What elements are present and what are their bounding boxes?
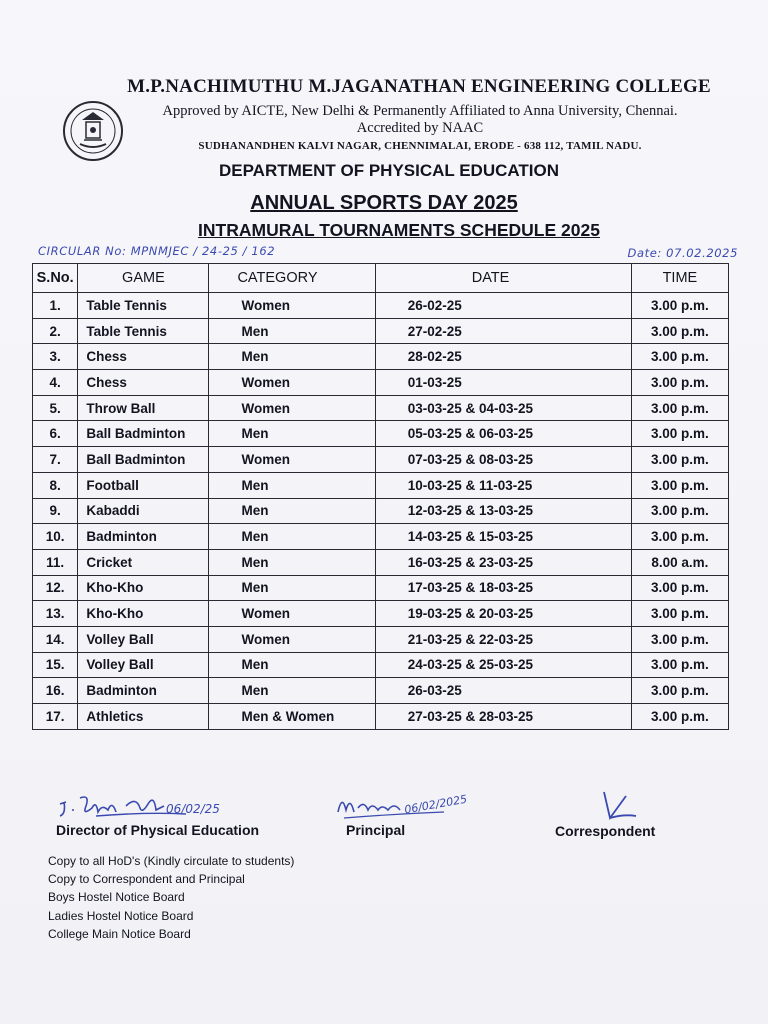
cell-time: 3.00 p.m.: [631, 344, 728, 370]
table-row: [33, 524, 729, 550]
cell-time: 3.00 p.m.: [631, 421, 728, 447]
cell-category: Women: [209, 370, 375, 396]
header-game: GAME: [78, 264, 209, 293]
copy-to-item: Copy to all HoD's (Kindly circulate to students): [48, 854, 295, 868]
cell-game: Volley Ball: [78, 626, 209, 652]
cell-category: Men: [209, 549, 375, 575]
cell-date: 16-03-25 & 23-03-25: [375, 549, 631, 575]
cell-sno: 4.: [33, 370, 78, 396]
cell-game: Ball Badminton: [78, 421, 209, 447]
principal-label: Principal: [346, 822, 406, 838]
cell-category: Women: [209, 626, 375, 652]
correspondent-label: Correspondent: [555, 823, 656, 839]
cell-sno: 14.: [33, 626, 78, 652]
cell-game: Athletics: [78, 704, 209, 730]
cell-game: Kho-Kho: [78, 575, 209, 601]
cell-date: 27-02-25: [375, 318, 631, 344]
cell-game: Volley Ball: [78, 652, 209, 678]
copy-to-item: Copy to Correspondent and Principal: [48, 872, 245, 887]
cell-game: Throw Ball: [78, 395, 209, 421]
header-time: TIME: [631, 264, 728, 293]
cell-sno: 16.: [33, 678, 78, 704]
cell-category: Men: [209, 652, 375, 678]
cell-time: 3.00 p.m.: [631, 626, 728, 652]
event-title: ANNUAL SPORTS DAY 2025: [250, 192, 518, 214]
cell-category: Men: [209, 498, 375, 524]
table-row: [33, 421, 729, 447]
cell-game: Kabaddi: [78, 498, 209, 524]
table-row: [33, 318, 729, 344]
cell-time: 3.00 p.m.: [631, 370, 728, 396]
table-row: [33, 472, 729, 498]
cell-time: 3.00 p.m.: [631, 575, 728, 601]
cell-game: Football: [78, 472, 209, 498]
table-row: [33, 344, 729, 370]
schedule-subtitle: INTRAMURAL TOURNAMENTS SCHEDULE 2025: [198, 220, 600, 240]
college-name: M.P.NACHIMUTHU M.JAGANATHAN ENGINEERING COLLEGE: [127, 76, 711, 97]
approval-line: Approved by AICTE, New Delhi & Permanently Affiliated to Anna University, Chennai.: [162, 103, 678, 119]
cell-sno: 5.: [33, 395, 78, 421]
cell-time: 3.00 p.m.: [631, 318, 728, 344]
cell-category: Women: [209, 447, 375, 473]
cell-game: Table Tennis: [78, 318, 209, 344]
cell-game: Ball Badminton: [78, 447, 209, 473]
cell-date: 17-03-25 & 18-03-25: [375, 575, 631, 601]
table-row: [33, 678, 729, 704]
cell-date: 28-02-25: [375, 344, 631, 370]
cell-time: 3.00 p.m.: [631, 472, 728, 498]
cell-date: 19-03-25 & 20-03-25: [375, 601, 631, 627]
table-row: [33, 370, 729, 396]
table-row: [33, 704, 729, 730]
cell-sno: 3.: [33, 344, 78, 370]
cell-date: 27-03-25 & 28-03-25: [375, 704, 631, 730]
cell-category: Men: [209, 678, 375, 704]
cell-sno: 7.: [33, 447, 78, 473]
correspondent-signature-icon: [598, 788, 642, 822]
circular-date: Date: 07.02.2025: [627, 246, 738, 260]
cell-time: 3.00 p.m.: [631, 601, 728, 627]
cell-game: Badminton: [78, 678, 209, 704]
cell-date: 14-03-25 & 15-03-25: [375, 524, 631, 550]
cell-game: Cricket: [78, 549, 209, 575]
header-category: CATEGORY: [209, 264, 375, 293]
table-row: [33, 575, 729, 601]
cell-sno: 10.: [33, 524, 78, 550]
cell-time: 3.00 p.m.: [631, 678, 728, 704]
copy-to-item: Ladies Hostel Notice Board: [48, 908, 194, 923]
director-signature-date: 06/02/25: [166, 802, 220, 816]
cell-date: 24-03-25 & 25-03-25: [375, 652, 631, 678]
table-row: [33, 626, 729, 652]
cell-sno: 17.: [33, 704, 78, 730]
cell-sno: 12.: [33, 575, 78, 601]
header-date: DATE: [375, 264, 631, 293]
schedule-rows: [33, 293, 729, 730]
schedule-table: [32, 263, 729, 730]
cell-category: Men: [209, 524, 375, 550]
cell-game: Chess: [78, 344, 209, 370]
cell-sno: 2.: [33, 318, 78, 344]
cell-time: 3.00 p.m.: [631, 524, 728, 550]
college-emblem-icon: [62, 100, 124, 162]
table-row: [33, 601, 729, 627]
table-row: [33, 498, 729, 524]
cell-category: Men: [209, 575, 375, 601]
cell-category: Women: [209, 395, 375, 421]
cell-sno: 6.: [33, 421, 78, 447]
cell-sno: 1.: [33, 293, 78, 319]
cell-date: 01-03-25: [375, 370, 631, 396]
cell-time: 3.00 p.m.: [631, 652, 728, 678]
cell-sno: 13.: [33, 601, 78, 627]
accreditation-line: Accredited by NAAC: [356, 120, 484, 136]
cell-category: Women: [209, 293, 375, 319]
cell-date: 05-03-25 & 06-03-25: [375, 421, 631, 447]
cell-game: Kho-Kho: [78, 601, 209, 627]
cell-time: 3.00 p.m.: [631, 447, 728, 473]
cell-category: Men: [209, 318, 375, 344]
copy-to-item: College Main Notice Board: [48, 926, 191, 941]
table-row: [33, 652, 729, 678]
cell-date: 07-03-25 & 08-03-25: [375, 447, 631, 473]
cell-date: 26-03-25: [375, 678, 631, 704]
cell-date: 12-03-25 & 13-03-25: [375, 498, 631, 524]
cell-category: Men: [209, 472, 375, 498]
cell-category: Men: [209, 421, 375, 447]
cell-game: Chess: [78, 370, 209, 396]
cell-date: 21-03-25 & 22-03-25: [375, 626, 631, 652]
table-row: [33, 549, 729, 575]
cell-date: 03-03-25 & 04-03-25: [375, 395, 631, 421]
cell-sno: 9.: [33, 498, 78, 524]
cell-time: 3.00 p.m.: [631, 704, 728, 730]
cell-date: 26-02-25: [375, 293, 631, 319]
cell-time: 3.00 p.m.: [631, 395, 728, 421]
director-label: Director of Physical Education: [56, 822, 260, 838]
cell-category: Men: [209, 344, 375, 370]
director-signature-icon: [56, 790, 256, 824]
principal-signature-date: 06/02/2025: [403, 792, 469, 817]
table-row: [33, 293, 729, 319]
cell-sno: 15.: [33, 652, 78, 678]
table-row: [33, 395, 729, 421]
copy-to-list: [48, 852, 294, 943]
cell-game: Badminton: [78, 524, 209, 550]
circular-number: CIRCULAR No: MPNMJEC / 24-25 / 162: [38, 244, 276, 258]
cell-time: 3.00 p.m.: [631, 498, 728, 524]
cell-time: 8.00 a.m.: [631, 549, 728, 575]
header-sno: S.No.: [33, 264, 78, 293]
cell-category: Men & Women: [209, 704, 375, 730]
cell-game: Table Tennis: [78, 293, 209, 319]
table-row: [33, 447, 729, 473]
college-address: SUDHANANDHEN KALVI NAGAR, CHENNIMALAI, ERODE - 638 112, TAMIL NADU.: [198, 140, 642, 152]
cell-time: 3.00 p.m.: [631, 293, 728, 319]
copy-to-item: Boys Hostel Notice Board: [48, 890, 185, 905]
cell-sno: 8.: [33, 472, 78, 498]
cell-date: 10-03-25 & 11-03-25: [375, 472, 631, 498]
table-header-row: [33, 264, 729, 293]
cell-category: Women: [209, 601, 375, 627]
department-title: DEPARTMENT OF PHYSICAL EDUCATION: [218, 161, 559, 180]
cell-sno: 11.: [33, 549, 78, 575]
